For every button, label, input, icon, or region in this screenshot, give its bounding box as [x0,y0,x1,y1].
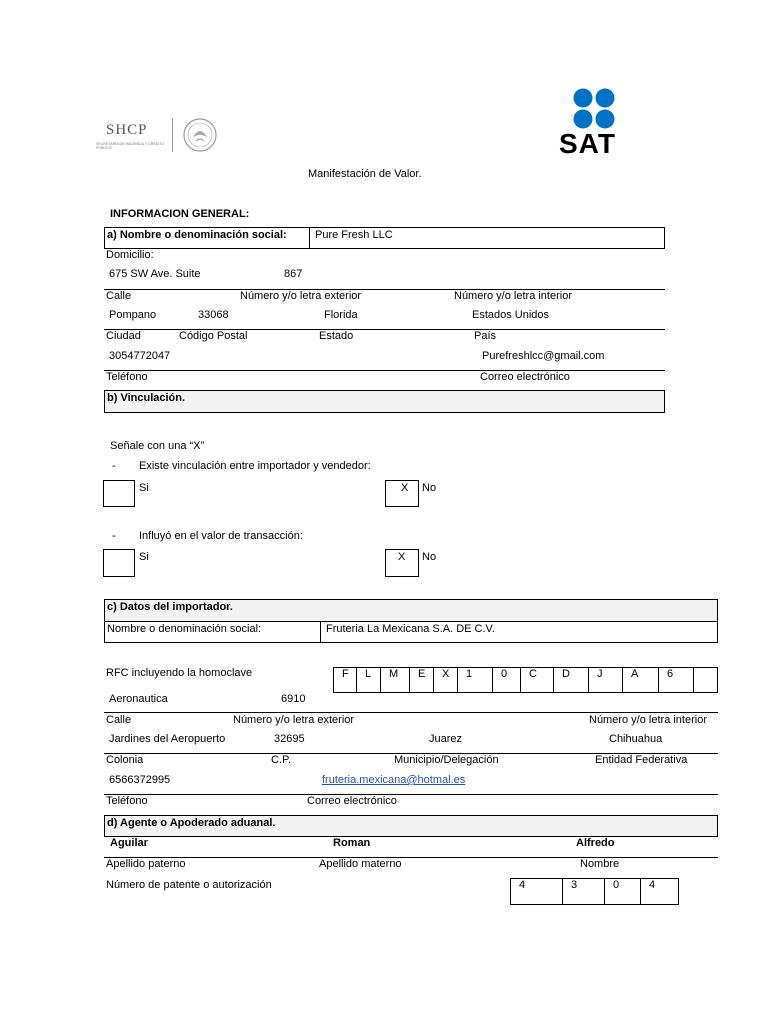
general-title: INFORMACION GENERAL: [110,208,250,220]
general-name-row [104,227,665,249]
rfc-cell: L [356,667,380,692]
logo-divider [172,118,173,152]
general-cp-value: 33068 [198,309,229,321]
rfc-cell: 6 [658,667,693,692]
general-city-value: Pompano [109,309,157,321]
q1-no-mark: X [401,482,409,494]
q1-si-label: Si [139,482,149,494]
general-calle-label: Calle [106,290,132,302]
general-line-3 [104,370,665,371]
patente-cell: 4 [510,878,562,904]
importador-title: c) Datos del importador. [107,601,233,613]
q1-no-checkbox[interactable] [385,480,419,507]
shcp-logo [92,112,222,157]
general-state-value: Florida [324,309,358,321]
importador-calle-label: Calle [106,714,132,726]
general-line-1 [104,289,665,290]
general-state-label: Estado [319,330,354,342]
importador-name-row [104,621,718,643]
importador-cp-value: 32695 [274,733,305,745]
agente-nombre-value: Alfredo [576,837,615,849]
importador-municipio-value: Juarez [429,733,463,745]
vinculacion-instruction: Señale con una “X” [110,440,205,452]
national-seal-icon [182,117,218,153]
q2-dash: - [112,530,116,542]
general-country-label: País [474,330,497,342]
rfc-cell: X [433,667,457,692]
agente-title: d) Agente o Apoderado aduanal. [107,817,276,829]
q2-si-label: Si [139,551,149,563]
patente-label: Número de patente o autorización [106,879,272,891]
general-name-divider [309,228,310,248]
importador-phone-value: 6566372995 [109,774,171,786]
importador-municipio-label: Municipio/Delegación [394,754,499,766]
importador-cp-label: C.P. [271,754,291,766]
agente-header [104,815,718,837]
general-numext-label: Número y/o letra exterior [240,290,362,302]
importador-numint-label: Número y/o letra interior [589,714,707,726]
importador-street-value: Aeronautica [109,693,168,705]
importador-numext-value: 6910 [281,693,306,705]
importador-line-1 [104,712,718,713]
q2-no-checkbox[interactable] [385,549,419,577]
rfc-cell: M [380,667,409,692]
agente-paterno-label: Apellido paterno [106,858,186,870]
sat-logo [556,88,640,160]
rfc-cell [693,667,718,692]
agente-nombre-label: Nombre [580,858,620,870]
importador-entidad-value: Chihuahua [609,733,663,745]
rfc-bottom-line [333,692,718,693]
rfc-cell: J [588,667,622,692]
general-email-value: Purefreshlcc@gmail.com [482,350,605,362]
importador-numext-label: Número y/o letra exterior [233,714,355,726]
q2-si-checkbox[interactable] [103,549,135,577]
rfc-cell: C [520,667,553,692]
q1-si-checkbox[interactable] [103,480,135,507]
importador-phone-label: Teléfono [106,795,148,807]
importador-colonia-value: Jardines del Aeropuerto [109,733,226,745]
rfc-cell: 0 [492,667,520,692]
importador-entidad-label: Entidad Federativa [595,754,688,766]
q2-no-mark: X [398,551,406,563]
agente-line-1 [104,857,718,858]
q1-no-label: No [422,482,437,494]
rfc-cell: A [622,667,658,692]
general-country-value: Estados Unidos [472,309,550,321]
sat-dots-icon [571,88,619,130]
sat-text: SAT [559,128,616,159]
q1-text: Existe vinculación entre importador y vendedor: [139,460,371,472]
general-city-label: Ciudad [106,330,141,342]
agente-paterno-value: Aguilar [110,837,148,849]
general-phone-label: Teléfono [106,371,148,383]
domicilio-label: Domicilio: [106,249,154,261]
rfc-cell: E [409,667,433,692]
general-name-label: a) Nombre o denominación social: [107,229,287,241]
general-email-label: Correo electrónico [480,371,570,383]
q2-text: Influyó en el valor de transacción: [139,530,303,542]
general-cp-label: Código Postal [179,330,248,342]
general-numext-value: 867 [284,268,303,280]
document-title: Manifestación de Valor. [308,168,422,180]
general-street-value: 675 SW Ave. Suite [109,268,201,280]
general-name-value: Pure Fresh LLC [315,229,393,241]
patente-bottom-line [510,904,679,905]
importador-colonia-label: Colonia [106,754,144,766]
vinculacion-header [104,390,665,413]
rfc-cell: 1 [457,667,492,692]
general-phone-value: 3054772047 [109,350,171,362]
q2-no-label: No [422,551,437,563]
shcp-subtitle: SECRETARÍA DE HACIENDA Y CRÉDITO PÚBLICO [96,142,165,150]
rfc-cell: D [553,667,588,692]
general-numint-label: Número y/o letra interior [454,290,572,302]
importador-name-label: Nombre o denominación social: [107,623,262,635]
importador-line-3 [104,794,718,795]
q1-dash: - [112,460,116,472]
patente-cell: 4 [640,878,679,904]
rfc-label: RFC incluyendo la homoclave [106,667,253,679]
importador-name-divider [320,622,321,642]
patente-cell: 0 [604,878,640,904]
importador-name-value: Fruteria La Mexicana S.A. DE C.V. [326,623,495,635]
importador-header [104,599,718,622]
importador-email-link[interactable]: fruteria.mexicana@hotmal.es [322,774,466,786]
rfc-cell: F [333,667,356,692]
agente-materno-value: Roman [333,837,371,849]
shcp-text: SHCP [106,122,148,138]
patente-cell: 3 [562,878,604,904]
vinculacion-title: b) Vinculación. [107,392,186,404]
importador-email-label: Correo electrónico [307,795,397,807]
agente-materno-label: Apellido materno [319,858,402,870]
